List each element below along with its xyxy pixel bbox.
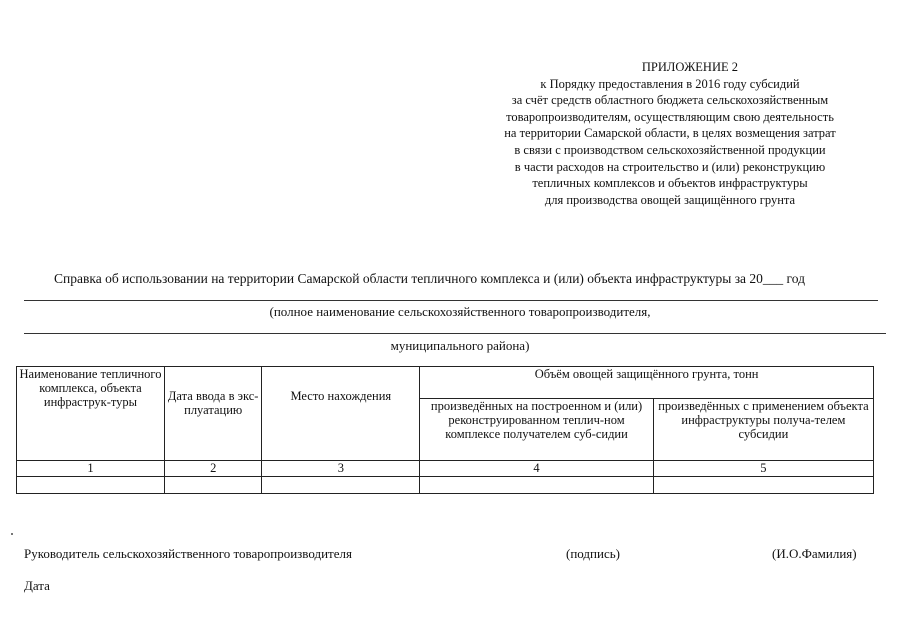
annex-line: к Порядку предоставления в 2016 году субсидий — [540, 76, 800, 91]
header-place: Место нахождения — [262, 367, 420, 461]
district-fill-line[interactable] — [24, 333, 886, 334]
header-built: произведённых на построенном и (или) реконструированном теплич-ном комплексе получателем суб-сидии — [420, 399, 654, 461]
annex-block — [470, 59, 870, 208]
date-label: Дата — [24, 578, 50, 593]
header-infra: произведённых с применением объекта инфраструктуры получа-телем субсидии — [653, 399, 873, 461]
report-table — [16, 366, 874, 494]
annex-line: тепличных комплексов и объектов инфраструктуры — [532, 176, 808, 191]
annex-line: товаропроизводителям, осуществляющим свою деятельность — [506, 109, 834, 124]
annex-line: в части расходов на строительство и (или) реконструкцию — [514, 159, 826, 174]
column-number: 4 — [420, 461, 654, 477]
signatory-label: Руководитель сельскохозяйственного товаропроизводителя — [24, 546, 352, 561]
annex-line: за счёт средств областного бюджета сельскохозяйственным — [511, 93, 829, 108]
full-name-label: (И.О.Фамилия) — [772, 546, 857, 561]
column-number: 1 — [17, 461, 165, 477]
annex-line: в связи с производством сельскохозяйственной продукции — [514, 142, 826, 157]
empty-cell[interactable] — [17, 477, 165, 494]
stray-mark — [11, 533, 13, 535]
signature-label: (подпись) — [566, 546, 620, 561]
column-number: 5 — [653, 461, 873, 477]
empty-cell[interactable] — [164, 477, 261, 494]
document-heading: Справка об использовании на территории Самарской области тепличного комплекса и (или) объекта инфраструктуры за 20___ год — [54, 271, 805, 286]
name-caption: (полное наименование сельскохозяйственного товаропроизводителя, — [269, 304, 651, 319]
empty-cell[interactable] — [262, 477, 420, 494]
header-date: Дата ввода в экс-плуатацию — [164, 367, 261, 461]
header-name: Наименование тепличного комплекса, объекта инфраструк-туры — [17, 367, 165, 461]
name-fill-line[interactable] — [24, 300, 878, 301]
annex-line: для производства овощей защищённого грунта — [544, 192, 796, 207]
column-number: 2 — [164, 461, 261, 477]
district-caption: муниципального района) — [390, 338, 530, 353]
column-number: 3 — [262, 461, 420, 477]
empty-cell[interactable] — [653, 477, 873, 494]
empty-cell[interactable] — [420, 477, 654, 494]
annex-title: ПРИЛОЖЕНИЕ 2 — [641, 60, 738, 74]
annex-line: на территории Самарской области, в целях возмещения затрат — [504, 126, 836, 141]
header-volume: Объём овощей защищённого грунта, тонн — [420, 367, 874, 399]
